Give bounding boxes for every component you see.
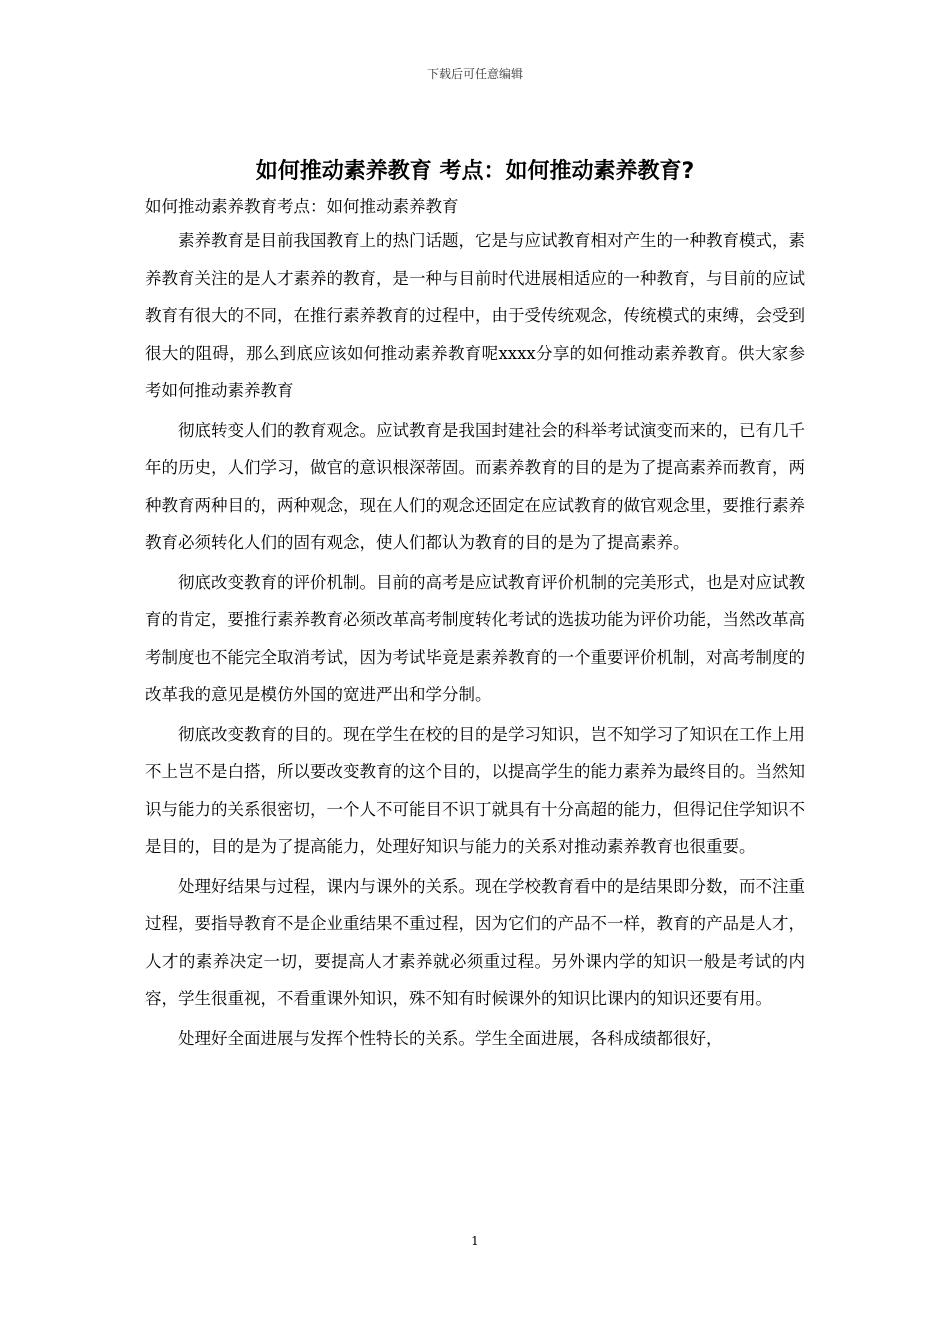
document-body — [145, 150, 805, 1057]
document-subtitle: 如何推动素养教育考点：如何推动素养教育 — [145, 197, 459, 216]
paragraph-6: 处理好全面进展与发挥个性特长的关系。学生全面进展，各科成绩都很好， — [178, 1028, 723, 1048]
page-header: 下载后可任意编辑 — [426, 67, 523, 81]
document-title: 如何推动素养教育 考点：如何推动素养教育? — [255, 159, 695, 184]
paragraph-3: 彻底改变教育的评价机制。目前的高考是应试教育评价机制的完美形式，也是对应试教育的肯定，要推行素养教育必须改革高考制度转化考试的选拔功能为评价功能，当然改革高考制度也不能完全取消考试，因为考试毕竟是素养教育的一个重要评价机制，对高考制度的改革我的意见是模仿外国的宽进严出和学分制。 — [145, 572, 805, 704]
paragraph-4: 彻底改变教育的目的。现在学生在校的目的是学习知识，岂不知学习了知识在工作上用不上岂不是白搭，所以要改变教育的这个目的，以提高学生的能力素养为最终目的。当然知识与能力的关系很密切，一个人不可能目不识丁就具有十分高超的能力，但得记住学知识不是目的，目的是为了提高能力，处理好知识与能力的关系对推动素养教育也很重要。 — [145, 724, 805, 856]
page-number: 1 — [471, 1234, 479, 1248]
paragraph-1: 素养教育是目前我国教育上的热门话题，它是与应试教育相对产生的一种教育模式，素养教育关注的是人才素养的教育，是一种与目前时代进展相适应的一种教育，与目前的应试教育有很大的不同，在推行素养教育的过程中，由于受传统观念，传统模式的束缚，会受到很大的阻碍，那么到底应该如何推动素养教育呢xxxx分享的如何推动素养教育。供大家参考如何推动素养教育 — [145, 231, 805, 400]
paragraph-2: 彻底转变人们的教育观念。应试教育是我国封建社会的科举考试演变而来的，已有几千年的历史，人们学习，做官的意识根深蒂固。而素养教育的目的是为了提高素养而教育，两种教育两种目的，两种观念，现在人们的观念还固定在应试教育的做官观念里，要推行素养教育必须转化人们的固有观念，使人们都认为教育的目的是为了提高素养。 — [145, 420, 805, 552]
paragraph-5: 处理好结果与过程，课内与课外的关系。现在学校教育看中的是结果即分数，而不注重过程，要指导教育不是企业重结果不重过程，因为它们的产品不一样，教育的产品是人才，人才的素养决定一切，要提高人才素养就必须重过程。另外课内学的知识一般是考试的内容，学生很重视，不看重课外知识，殊不知有时候课外的知识比课内的知识还要有用。 — [145, 876, 805, 1008]
